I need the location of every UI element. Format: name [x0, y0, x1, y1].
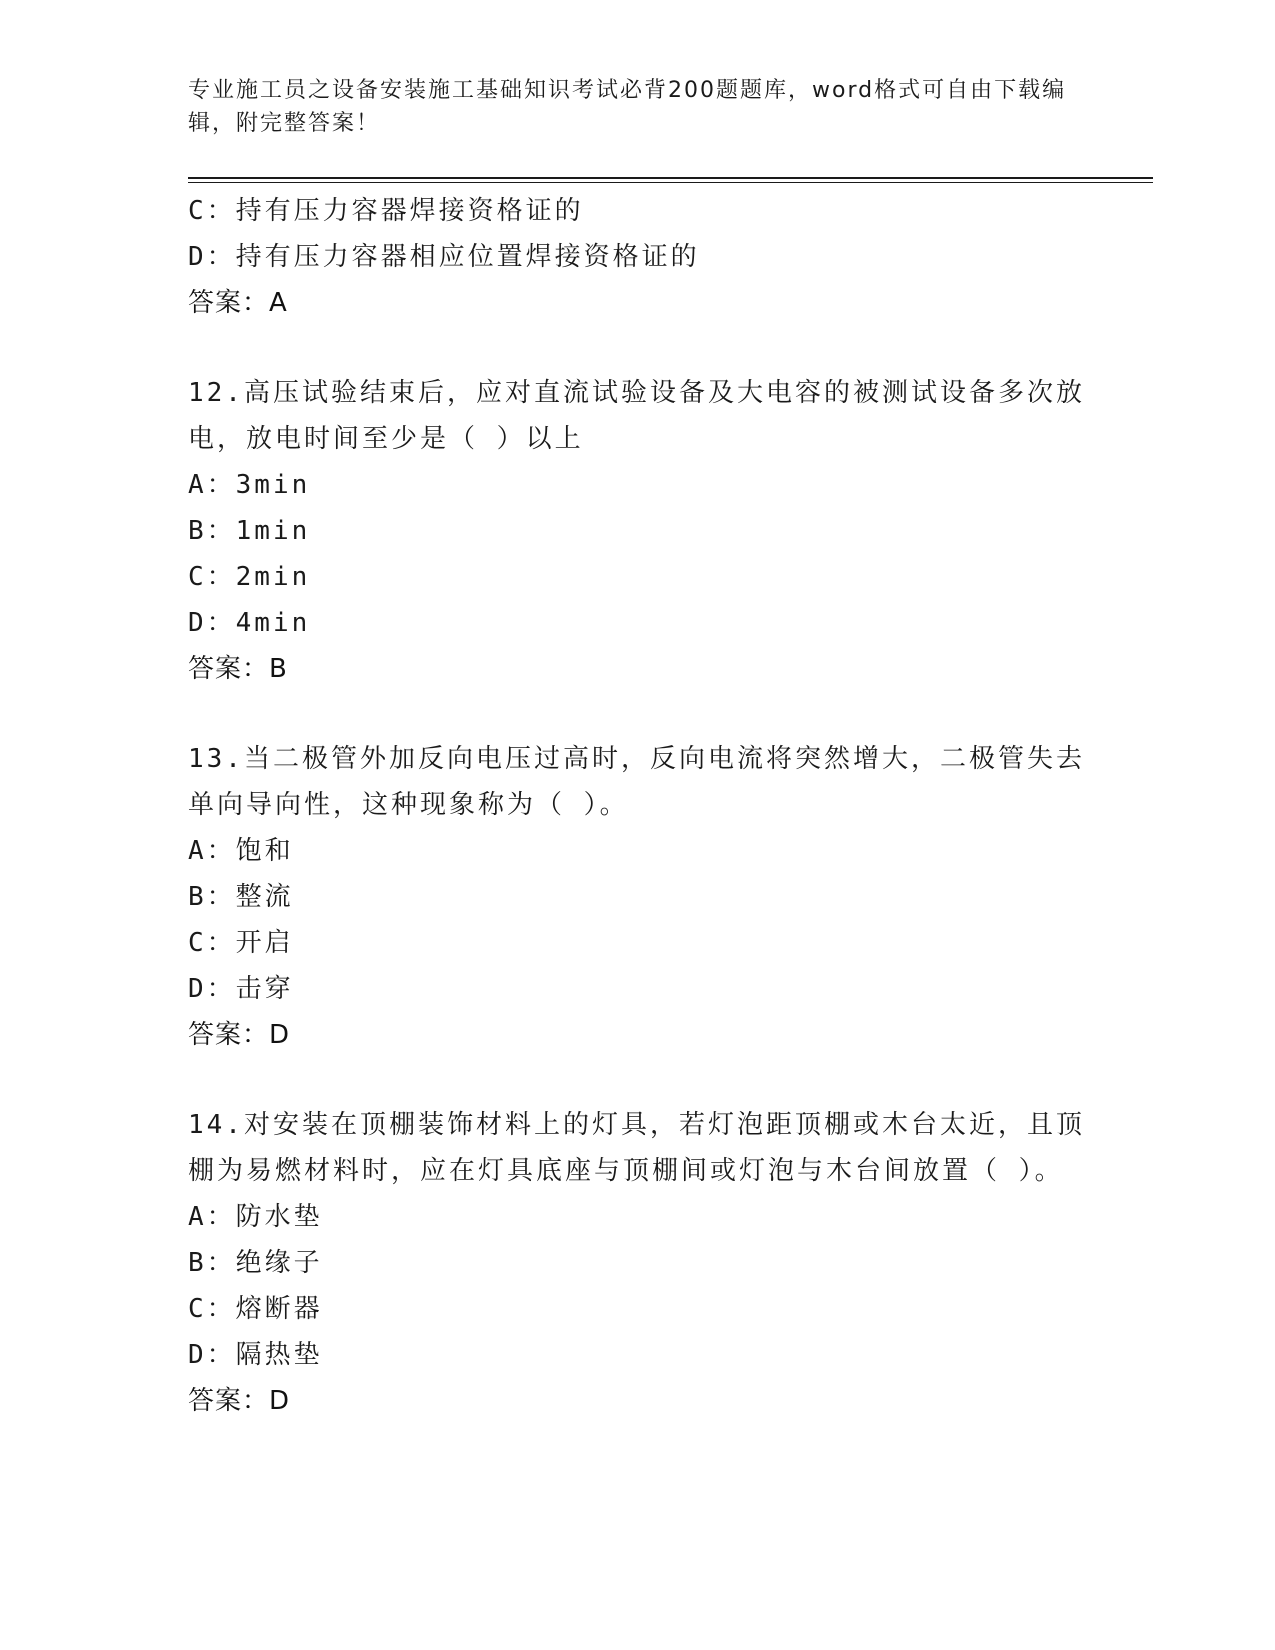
option-a: A：防水垫: [188, 1202, 323, 1232]
option-b: B：整流: [188, 882, 294, 912]
option-c: C：开启: [188, 928, 294, 958]
question-stem-line: 14.对安装在顶棚装饰材料上的灯具，若灯泡距顶棚或木台太近，且顶: [188, 1110, 1085, 1140]
question-13: [188, 736, 1088, 1058]
question-14: [188, 1102, 1088, 1424]
question-stem-line: 12.高压试验结束后，应对直流试验设备及大电容的被测试设备多次放: [188, 378, 1085, 408]
option-c: C：2min: [188, 562, 311, 592]
question-stem-line: 13.当二极管外加反向电压过高时，反向电流将突然增大，二极管失去: [188, 744, 1085, 774]
spacer: [188, 1058, 1088, 1102]
option-d: D：4min: [188, 608, 311, 638]
answer-line: 答案：A: [188, 288, 288, 318]
question-stem-line: 棚为易燃材料时，应在灯具底座与顶棚间或灯泡与木台间放置（ ）。: [188, 1156, 1064, 1186]
question-11-continued: [188, 188, 1088, 326]
option-d: D：隔热垫: [188, 1340, 323, 1370]
document-header-title: 专业施工员之设备安装施工基础知识考试必背200题题库，word格式可自由下载编辑，附完整答案！: [188, 78, 1067, 136]
option-a: A：饱和: [188, 836, 294, 866]
option-d: D：击穿: [188, 974, 294, 1004]
header-divider-thin: [188, 182, 1153, 183]
option-b: B：1min: [188, 516, 311, 546]
spacer: [188, 326, 1088, 370]
answer-line: 答案：D: [188, 1020, 291, 1050]
spacer: [188, 692, 1088, 736]
option-c: C：持有压力容器焊接资格证的: [188, 196, 584, 226]
option-d: D：持有压力容器相应位置焊接资格证的: [188, 242, 700, 272]
option-b: B：绝缘子: [188, 1248, 323, 1278]
header-divider-thick: [188, 177, 1153, 179]
answer-line: 答案：D: [188, 1386, 291, 1416]
question-stem-line: 单向导向性，这种现象称为（ ）。: [188, 790, 629, 820]
answer-line: 答案：B: [188, 654, 288, 684]
question-content: [188, 188, 1088, 1424]
question-stem-line: 电，放电时间至少是（ ）以上: [188, 424, 584, 454]
question-12: [188, 370, 1088, 692]
option-a: A：3min: [188, 470, 311, 500]
option-c: C：熔断器: [188, 1294, 323, 1324]
